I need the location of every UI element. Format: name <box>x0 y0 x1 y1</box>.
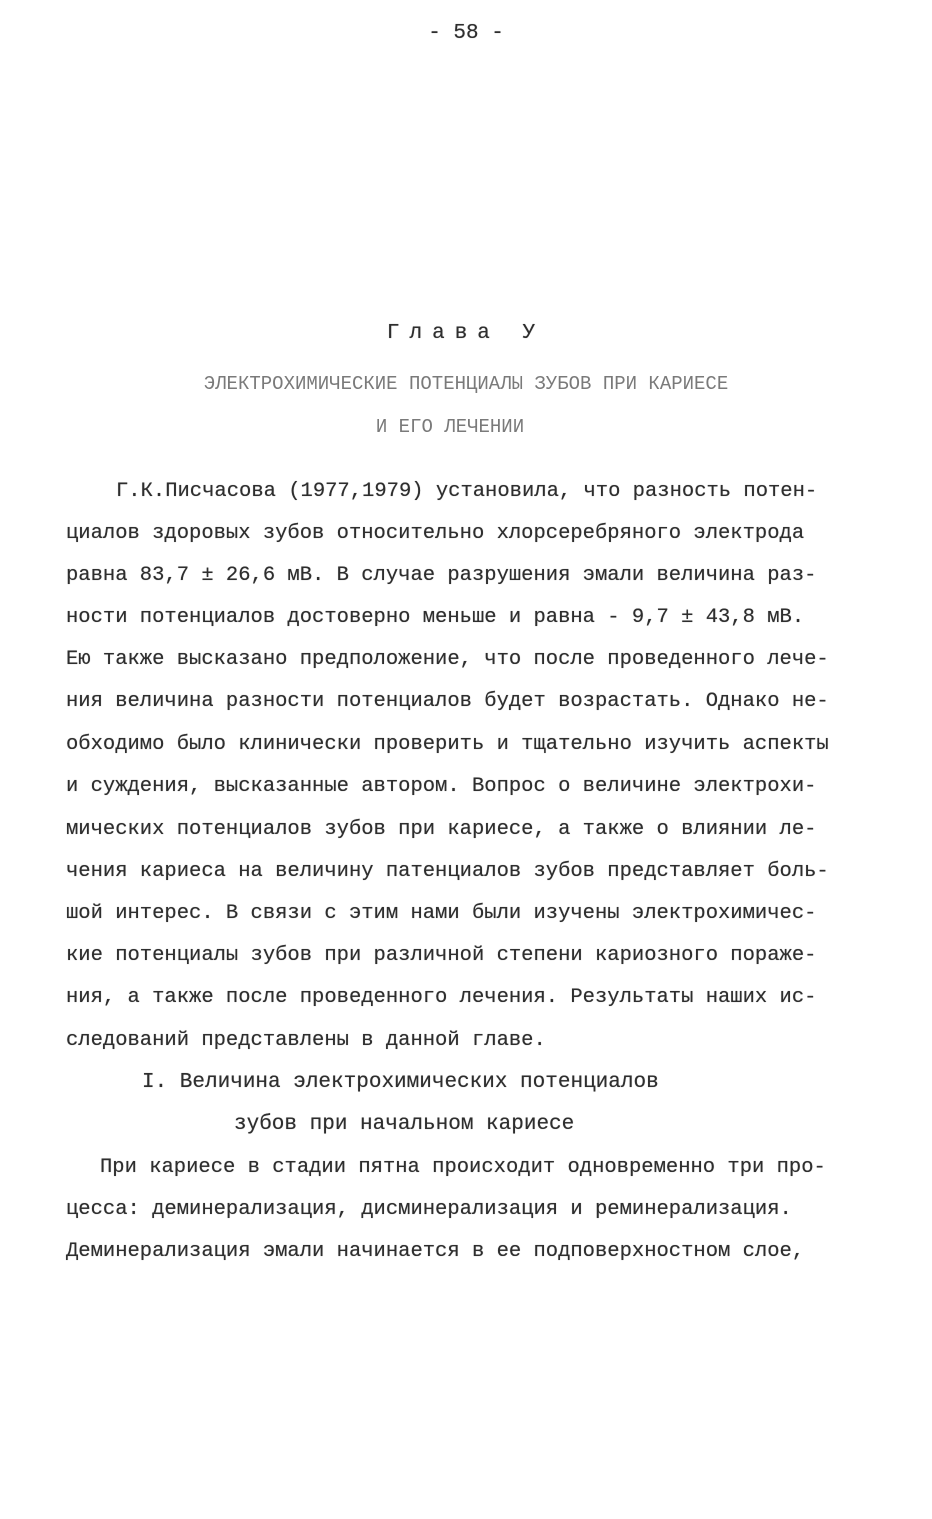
paragraph-1-line: и суждения, высказанные автором. Вопрос о величине электрохи- <box>66 775 817 798</box>
paragraph-1-line: ния, а также после проведенного лечения. Результаты наших ис- <box>66 986 817 1009</box>
paragraph-2-line: цесса: деминерализация, дисминерализация и реминерализация. <box>66 1198 792 1221</box>
paragraph-1-line: чения кариеса на величину патенциалов зубов представляет боль- <box>66 860 829 883</box>
section-title-line-2: зубов при начальном кариесе <box>234 1113 575 1136</box>
paragraph-1-line: Г.К.Писчасова (1977,1979) установила, что разность потен- <box>116 480 818 503</box>
paragraph-1-line: равна 83,7 ± 26,6 мВ. В случае разрушения эмали величина раз- <box>66 564 817 587</box>
paragraph-1-line: шой интерес. В связи с этим нами были изучены электрохимичес- <box>66 902 817 925</box>
paragraph-1-line: мических потенциалов зубов при кариесе, а также о влиянии ле- <box>66 818 817 841</box>
paragraph-1-line: обходимо было клинически проверить и тщательно изучить аспекты <box>66 733 829 756</box>
paragraph-1-line: ния величина разности потенциалов будет возрастать. Однако не- <box>66 690 829 713</box>
chapter-title-line-1: ЭЛЕКТРОХИМИЧЕСКИЕ ПОТЕНЦИАЛЫ ЗУБОВ ПРИ КАРИЕСЕ <box>203 373 729 395</box>
paragraph-1-line: следований представлены в данной главе. <box>66 1029 546 1052</box>
section-title-line-1: I. Величина электрохимических потенциалов <box>142 1071 659 1094</box>
paragraph-1-line: кие потенциалы зубов при различной степени кариозного пораже- <box>66 944 817 967</box>
page-number: - 58 - <box>428 22 504 45</box>
chapter-label: Глава У <box>386 322 546 345</box>
paragraph-1-line: циалов здоровых зубов относительно хлорсеребряного электрода <box>66 522 805 545</box>
paragraph-1-line: ности потенциалов достоверно меньше и равна - 9,7 ± 43,8 мВ. <box>66 606 805 629</box>
paragraph-1-line: Ею также высказано предположение, что после проведенного лече- <box>66 648 829 671</box>
paragraph-2-line: Деминерализация эмали начинается в ее подповерхностном слое, <box>66 1240 805 1263</box>
chapter-title-line-2: И ЕГО ЛЕЧЕНИИ <box>375 416 525 438</box>
paragraph-2-line: При кариесе в стадии пятна происходит одновременно три про- <box>100 1156 826 1179</box>
